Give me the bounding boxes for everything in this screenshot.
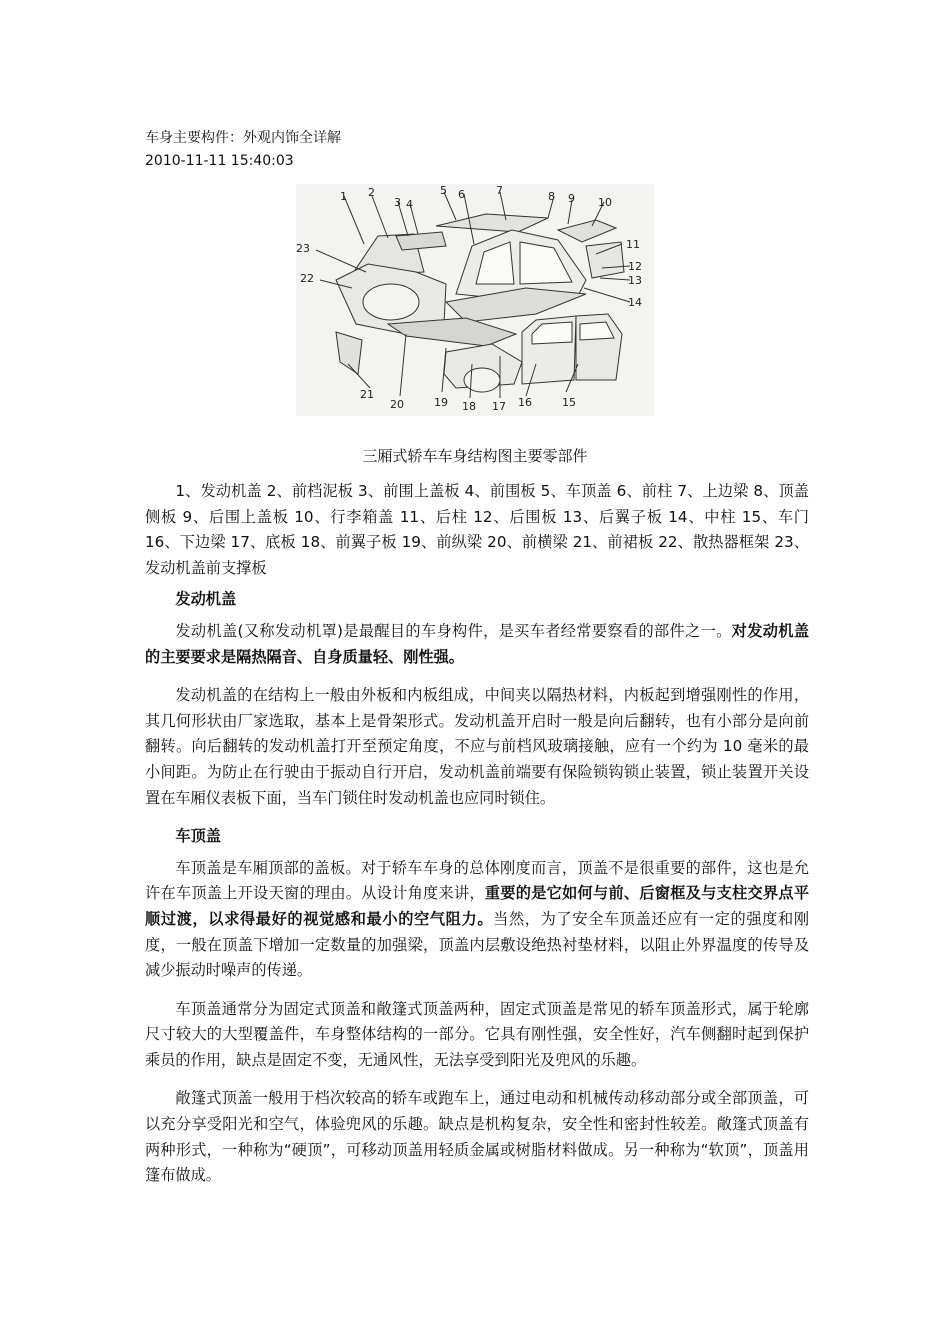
callout-17: 17 xyxy=(492,400,506,413)
callout-8: 8 xyxy=(548,190,555,203)
callout-19: 19 xyxy=(434,396,448,409)
parts-list: 1、发动机盖 2、前档泥板 3、前围上盖板 4、前围板 5、车顶盖 6、前柱 7、上边梁 8、顶盖侧板 9、后围上盖板 10、行李箱盖 11、后柱 12、后围板 13、后翼子板 14、中柱 15、车门 16、下边梁 17、底板 18、前翼子板 19、前纵梁 20、前横梁 21、前裙板 22、散热器框架 23、发动机盖前支撑板 xyxy=(145,482,809,577)
section-heading-roof: 车顶盖 xyxy=(175,827,221,846)
callout-22: 22 xyxy=(300,272,314,285)
callout-6: 6 xyxy=(458,188,465,201)
section-heading-hood: 发动机盖 xyxy=(175,590,237,609)
hood-p1-emphasis: 对发动机盖的主要要求是隔热隔音、自身质量轻、刚性强。 xyxy=(145,621,810,666)
callout-15: 15 xyxy=(562,396,576,409)
callout-16: 16 xyxy=(518,396,532,409)
roof-p1-emphasis: 重要的是它如何与前、后窗框及与支柱交界点平顺过渡，以求得最好的视觉感和最小的空气阻力。 xyxy=(145,884,810,928)
callout-3: 3 xyxy=(394,196,401,209)
rear-panel xyxy=(586,242,624,278)
roof-paragraph-3: 敞篷式顶盖一般用于档次较高的轿车或跑车上，通过电动和机械传动移动部分或全部顶盖，可以充分享受阳光和空气，体验兜风的乐趣。缺点是机构复杂，安全性和密封性较差。敞篷式顶盖有两种形式，一种称为“硬顶”，可移动顶盖用轻质金属或树脂材料做成。另一种称为“软顶”，顶盖用篷布做成。 xyxy=(145,1089,809,1185)
car-body-diagram xyxy=(296,184,654,416)
callout-18: 18 xyxy=(462,400,476,413)
roof-panel xyxy=(436,214,548,232)
callout-21: 21 xyxy=(360,388,374,401)
callout-20: 20 xyxy=(390,398,404,411)
callout-9: 9 xyxy=(568,192,575,205)
callout-1: 1 xyxy=(340,190,347,203)
hood-paragraph-2: 发动机盖的在结构上一般由外板和内板组成，中间夹以隔热材料，内板起到增强刚性的作用，其几何形状由厂家选取，基本上是骨架形式。发动机盖开启时一般是向后翻转，也有小部分是向前翻转。向后翻转的发动机盖打开至预定角度，不应与前档风玻璃接触，应有一个约为 10 毫米的最小间距。为防止在行驶由于振动自行开启，发动机盖前端要有保险锁钩锁止装置，锁止装置开关设置在车厢仪表板下面，当车门锁住时发动机盖也应同时锁住。 xyxy=(145,686,809,807)
article-body xyxy=(145,479,809,1202)
roof-p1-text-c: 当然，为了安全车顶盖还应有一定的强度和刚度，一般在顶盖下增加一定数量的加强梁，顶盖内层敷设绝热衬垫材料，以阻止外界温度的传导及减少振动时噪声的传递。 xyxy=(145,909,810,980)
article-title: 车身主要构件：外观内饰全详解 xyxy=(145,130,341,146)
callout-4: 4 xyxy=(406,198,413,211)
figure-caption: 三厢式轿车车身结构图主要零部件 xyxy=(362,447,588,465)
callout-7: 7 xyxy=(496,184,503,197)
side-sill xyxy=(388,318,516,346)
callout-10: 10 xyxy=(598,196,612,209)
callout-11: 11 xyxy=(626,238,640,251)
callout-5: 5 xyxy=(440,184,447,197)
trunk-lid xyxy=(558,220,616,242)
callout-12: 12 xyxy=(628,260,642,273)
callout-2: 2 xyxy=(368,186,375,199)
hood-p1-text: 发动机盖(又称发动机罩)是最醒目的车身构件，是买车者经常要察看的部件之一。 xyxy=(175,621,732,640)
front-skirt xyxy=(336,332,362,374)
article-datetime: 2010-11-11 15:40:03 xyxy=(145,153,294,169)
roof-paragraph-1 xyxy=(145,856,809,984)
hood-paragraph-1 xyxy=(145,619,809,670)
callout-14: 14 xyxy=(628,296,642,309)
roof-p1-text-a: 车顶盖是车厢顶部的盖板。对于轿车车身的总体刚度而言，顶盖不是很重要的部件，这也是允许在车顶盖上开设天窗的理由。从设计角度来讲， xyxy=(145,858,809,903)
callout-13: 13 xyxy=(628,274,642,287)
callout-23: 23 xyxy=(296,242,310,255)
roof-paragraph-2: 车顶盖通常分为固定式顶盖和敞篷式顶盖两种，固定式顶盖是常见的轿车顶盖形式，属于轮廓尺寸较大的大型覆盖件，车身整体结构的一部分。它具有刚性强，安全性好，汽车侧翻时起到保护乘员的作用，缺点是固定不变，无通风性，无法享受到阳光及兜风的乐趣。 xyxy=(145,999,809,1069)
